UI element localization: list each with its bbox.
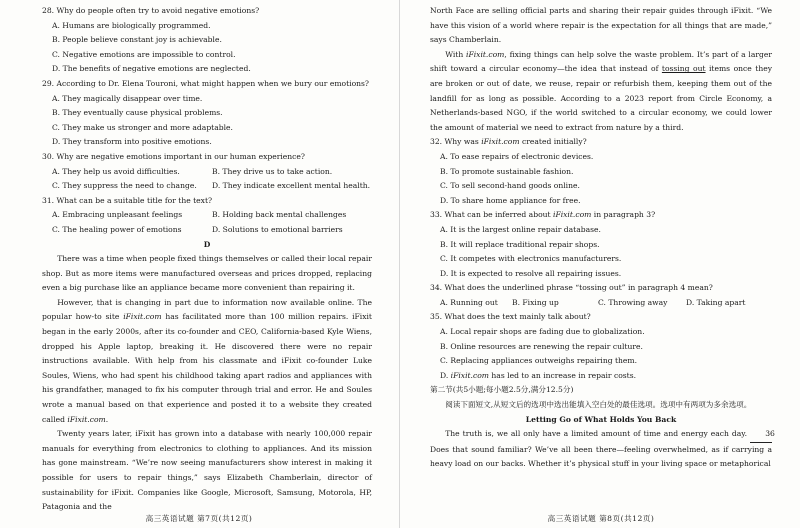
- q33-stem: [430, 208, 772, 223]
- q35-option-d-b: has led to an increase in repair costs.: [489, 370, 637, 380]
- passage-d-paragraph-3-continued: North Face are selling official parts and sharing their repair guides through iFixit. “We have this vision of a world where repair is the expectation for all things that are made,” says Chamberlain.: [430, 6, 772, 45]
- passage-text-b: Does that sound familiar? We’ve all been there—feeling overwhelmed, as if carrying a heavy load on our backs. Whether it’s physical stuff in your living space or metaphorical: [430, 444, 772, 469]
- q33-stem-b: in paragraph 3?: [591, 210, 656, 220]
- passage-d-paragraph-2: [42, 296, 372, 427]
- right-column: [430, 4, 775, 472]
- q35-option-d-site: iFixit.com: [450, 370, 489, 380]
- q32-option-a: A. To ease repairs of electronic devices.: [440, 151, 594, 161]
- q32-stem-a: 32. Why was: [430, 137, 482, 147]
- q33-site-name: iFixit.com: [553, 210, 592, 220]
- q33-option-c: C. It competes with electronics manufacturers.: [440, 254, 622, 264]
- left-column: [42, 4, 372, 515]
- para4-text-a: With: [445, 49, 467, 59]
- q31-options-row-2: [42, 223, 372, 238]
- q31-option-b: B. Holding back mental challenges: [212, 210, 347, 220]
- underlined-phrase: tossing out: [661, 64, 706, 74]
- q30-options-row-2: [42, 179, 372, 194]
- para2-text-a: However, that is changing in part due to information now available online. The popular how-to site: [42, 297, 372, 322]
- q31-stem: 31. What can be a suitable title for the text?: [42, 195, 213, 205]
- q34-option-d: D. Taking apart: [686, 297, 746, 307]
- q34-option-a: A. Running out: [440, 297, 498, 307]
- q32-option-d: D. To share home appliance for free.: [440, 195, 581, 205]
- q29-stem: 29. According to Dr. Elena Touroni, what might happen when we bury our emotions?: [42, 78, 370, 88]
- q30-option-c: C. They suppress the need to change.: [52, 181, 197, 191]
- q30-stem: 30. Why are negative emotions important in our human experience?: [42, 151, 306, 161]
- passage-text-a: The truth is, we all only have a limited amount of time and energy each day.: [445, 429, 750, 439]
- q35-option-b: B. Online resources are renewing the repair culture.: [440, 341, 643, 351]
- q32-site-name: iFixit.com: [481, 137, 520, 147]
- q32-stem: [430, 135, 772, 150]
- para2-text-b: has facilitated more than 100 million repairs. iFixit began in the early 2000s, after its co-founder and CEO, California-based Kyle Wiens, dropped his Apple laptop, breaking it. He discovered there were no repair instructions available. With help from his classmate and iFixit co-founder Luke Soules, Wiens, who had spent his childhood taking apart radios and appliances with his grandfather, managed to fix his computer through trial and error. He and Soules wrote a manual based on that experience and posted it to a website they created called: [42, 312, 372, 424]
- q31-option-c: C. The healing power of emotions: [52, 224, 182, 234]
- q32-option-c: C. To sell second-hand goods online.: [440, 181, 580, 191]
- q34-stem: 34. What does the underlined phrase “tossing out” in paragraph 4 mean?: [430, 283, 713, 293]
- left-page-footer: 高三英语试题 第7页(共12页): [145, 514, 253, 523]
- q29-option-c: C. They make us stronger and more adaptable.: [52, 122, 233, 132]
- q34-options-row: [430, 296, 772, 311]
- left-page: [0, 0, 398, 528]
- q34-option-b: B. Fixing up: [512, 297, 559, 307]
- passage-d-paragraph-3: Twenty years later, iFixit has grown into a database with nearly 100,000 repair manuals for everything from electronics to clothing to appliances. And its mission has gone mainstream. “We’re now seeing manufacturers show interest in making it possible for users to repair things,” says Elizabeth Chamberlain, director of sustainability for iFixit. Companies like Google, Microsoft, Samsung, Motorola, HP, Patagonia and the: [42, 429, 372, 512]
- passage-d-paragraph-1: There was a time when people fixed things themselves or called their local repair shop. But as more items were manufactured overseas and prices dropped, replacing even a big purchase like an appliance became more convenient than repairing it.: [42, 254, 372, 293]
- para4-text-b: , fixing things can help solve the waste problem. It’s part of a larger shift toward a circular economy—the idea that instead of: [430, 49, 772, 74]
- q34-option-c: C. Throwing away: [598, 297, 668, 307]
- section-2-instruction: 阅读下面短文,从短文后的选项中选出能填入空白处的最佳选项。选项中有两项为多余选项。: [445, 400, 752, 410]
- q35-option-a: A. Local repair shops are fading due to globalization.: [440, 327, 645, 337]
- q29-option-a: A. They magically disappear over time.: [52, 93, 203, 103]
- page-divider: [399, 0, 400, 528]
- q33-stem-a: 33. What can be inferred about: [430, 210, 554, 220]
- q28-option-c: C. Negative emotions are impossible to control.: [52, 49, 236, 59]
- q35-option-d-a: D.: [440, 370, 451, 380]
- q31-options-row-1: [42, 208, 372, 223]
- passage-title: Letting Go of What Holds You Back: [525, 414, 677, 424]
- section-2-heading: 第二节(共5小题;每小题2.5分,满分12.5分): [430, 385, 574, 395]
- section-label-d: D: [203, 239, 211, 249]
- right-page-footer: 高三英语试题 第8页(共12页): [547, 514, 655, 523]
- para2-site-name: iFixit.com: [123, 312, 162, 322]
- q28-option-b: B. People believe constant joy is achievable.: [52, 35, 222, 45]
- q30-option-b: B. They drive us to take action.: [212, 166, 333, 176]
- q30-option-d: D. They indicate excellent mental health.: [212, 181, 371, 191]
- q32-stem-b: created initially?: [519, 137, 587, 147]
- passage-d-paragraph-4: [430, 48, 772, 136]
- q28-option-a: A. Humans are biologically programmed.: [52, 20, 211, 30]
- blank-36: 36: [750, 427, 772, 443]
- q33-option-a: A. It is the largest online repair database.: [440, 224, 601, 234]
- cloze-passage-paragraph-1: [430, 427, 775, 472]
- q33-option-b: B. It will replace traditional repair shops.: [440, 239, 600, 249]
- para2-site-name-2: iFixit.com: [67, 414, 106, 424]
- para4-text-c: items once they are broken or out of date, we reuse, repair or refurbish them, keeping them out of the landfill for as long as possible. According to a 2023 report from Circle Economy, a Netherlands-based NGO, if the world switched to a circular economy, we could lower the amount of material we need to extract from nature by a third.: [430, 64, 773, 132]
- q28-stem: 28. Why do people often try to avoid negative emotions?: [42, 6, 260, 15]
- q35-option-c: C. Replacing appliances outweighs repairing them.: [440, 356, 638, 366]
- q31-option-a: A. Embracing unpleasant feelings: [52, 210, 183, 220]
- para4-site-name: iFixit.com: [466, 49, 505, 59]
- q35-option-d: [430, 369, 772, 384]
- q30-option-a: A. They help us avoid difficulties.: [52, 166, 180, 176]
- q35-stem: 35. What does the text mainly talk about?: [430, 312, 591, 322]
- q32-option-b: B. To promote sustainable fashion.: [440, 166, 574, 176]
- q29-option-b: B. They eventually cause physical problems.: [52, 108, 223, 118]
- right-page: [402, 0, 800, 528]
- q30-options-row-1: [42, 165, 372, 180]
- q33-option-d: D. It is expected to resolve all repairing issues.: [440, 268, 622, 278]
- q29-option-d: D. They transform into positive emotions.: [52, 137, 212, 147]
- para2-text-c: .: [105, 414, 109, 424]
- q31-option-d: D. Solutions to emotional barriers: [212, 224, 343, 234]
- q28-option-d: D. The benefits of negative emotions are neglected.: [52, 64, 251, 74]
